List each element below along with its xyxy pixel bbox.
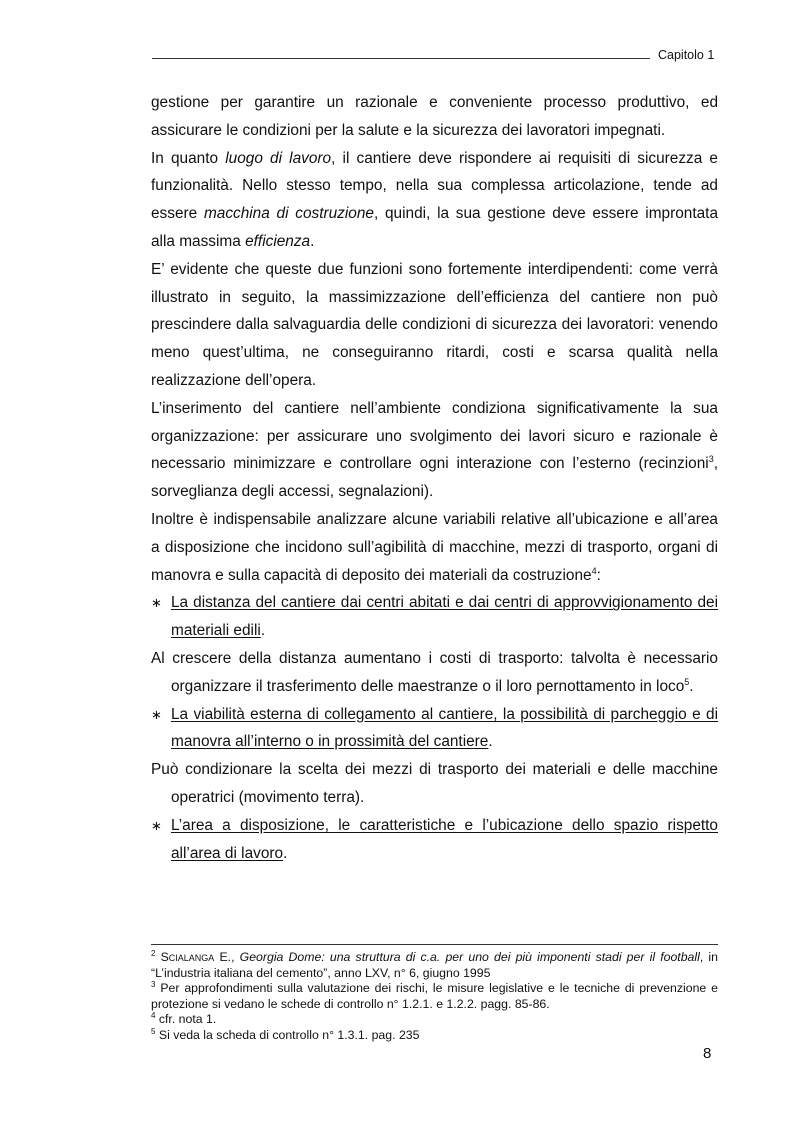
- bullet-item-viabilita: ∗ La viabilità esterna di collegamento al cantiere, la possibilità di parcheggio e di manovra all’interno o in prossimità del cantiere.: [151, 701, 718, 757]
- footnote-2: $^2$ Scialanga E., Georgia Dome: una struttura di c.a. per uno dei più imponenti stadi per il football, in “L’industria italiana del cemento”, anno LXV, n° 6, giugno 1995: [151, 949, 718, 980]
- page-number: 8: [703, 1045, 712, 1062]
- emphasis-efficienza: efficienza: [245, 232, 311, 250]
- chapter-heading: Capitolo 1: [658, 48, 715, 62]
- header-rule: [152, 58, 650, 59]
- footnote-5: $^5$ Si veda la scheda di controllo n° 1.3.1. pag. 235: [151, 1026, 420, 1042]
- emphasis-macchina: macchina di costruzione: [203, 205, 374, 223]
- bullet-heading: L’area a disposizione, le caratteristiche e l’ubicazione dello spazio rispetto all’area di lavoro: [171, 816, 718, 862]
- bullet-item-distanza: ∗ La distanza del cantiere dai centri abitati e dai centri di approvvigionamento dei materiali edili.: [151, 589, 718, 645]
- bullet-description: Può condizionare la scelta dei mezzi di trasporto dei materiali e delle macchine operatrici (movimento terra).: [151, 761, 718, 806]
- footnote-ref-4[interactable]: 4: [591, 565, 597, 576]
- paragraph-4: L’inserimento del cantiere nell’ambiente condiziona significativamente la sua organizzazione: per assicurare uno svolgimento dei lavori sicuro e razionale è necessario minimizzare e controllare ogni interazione con l’esterno (recinzioni$^3$, sorveglianza degli accessi, segnalazioni).: [151, 399, 718, 501]
- paragraph-5: Inoltre è indispensabile analizzare alcune variabili relative all’ubicazione e all’area a disposizione che incidono sull’agibilità di macchine, mezzi di trasporto, organi di manovra e sulla capacità di deposito dei materiali da costruzione$^4$:: [151, 510, 718, 584]
- footnote-title: Georgia Dome: una struttura di c.a. per uno dei più imponenti stadi per il football: [239, 950, 700, 964]
- footnote-ref-3[interactable]: 3: [708, 454, 714, 465]
- paragraph-1: gestione per garantire un razionale e conveniente processo produttivo, ed assicurare le condizioni per la salute e la sicurezza dei lavoratori impegnati.: [151, 94, 718, 139]
- emphasis-luogo: luogo di lavoro: [225, 149, 332, 167]
- body-text: [151, 89, 718, 867]
- bullet-item-area: ∗ L’area a disposizione, le caratteristiche e l’ubicazione dello spazio rispetto all’area di lavoro.: [151, 812, 718, 868]
- paragraph-2: In quanto luogo di lavoro, il cantiere deve rispondere ai requisiti di sicurezza e funzionalità. Nello stesso tempo, nella sua complessa articolazione, tende ad essere macchina di costruzione, quindi, la sua gestione deve essere improntata alla massima efficienza.: [151, 149, 718, 250]
- bullet-heading: La viabilità esterna di collegamento al cantiere, la possibilità di parcheggio e di manovra all’interno o in prossimità del cantiere: [171, 705, 718, 751]
- bullet-description: Al crescere della distanza aumentano i costi di trasporto: talvolta è necessario organizzare il trasferimento delle maestranze o il loro pernottamento in loco$^5$.: [151, 649, 718, 695]
- footnote-rule: [151, 944, 718, 945]
- asterisk-bullet-icon: ∗: [151, 595, 162, 611]
- footnote-4: $^4$ cfr. nota 1.: [151, 1011, 217, 1027]
- footnotes: [151, 950, 718, 1044]
- asterisk-bullet-icon: ∗: [151, 817, 162, 833]
- footnote-author: Scialanga E.: [160, 950, 232, 964]
- paragraph-3: E’ evidente che queste due funzioni sono fortemente interdipendenti: come verrà illustrato in seguito, la massimizzazione dell’efficienza del cantiere non può prescindere dalla salvaguardia delle condizioni di sicurezza dei lavoratori: venendo meno quest’ultima, ne conseguiranno ritardi, costi e scarsa qualità nella realizzazione dell’opera.: [151, 260, 718, 389]
- footnote-3: $^3$ Per approfondimenti sulla valutazione dei rischi, le misure legislative e le tecniche di prevenzione e protezione si vedano le schede di controllo n° 1.2.1. e 1.2.2. pagg. 85-86.: [151, 980, 718, 1011]
- footnote-ref-5[interactable]: 5: [684, 676, 690, 687]
- asterisk-bullet-icon: ∗: [151, 706, 162, 722]
- bullet-heading: La distanza del cantiere dai centri abitati e dai centri di approvvigionamento dei materiali edili: [171, 594, 718, 640]
